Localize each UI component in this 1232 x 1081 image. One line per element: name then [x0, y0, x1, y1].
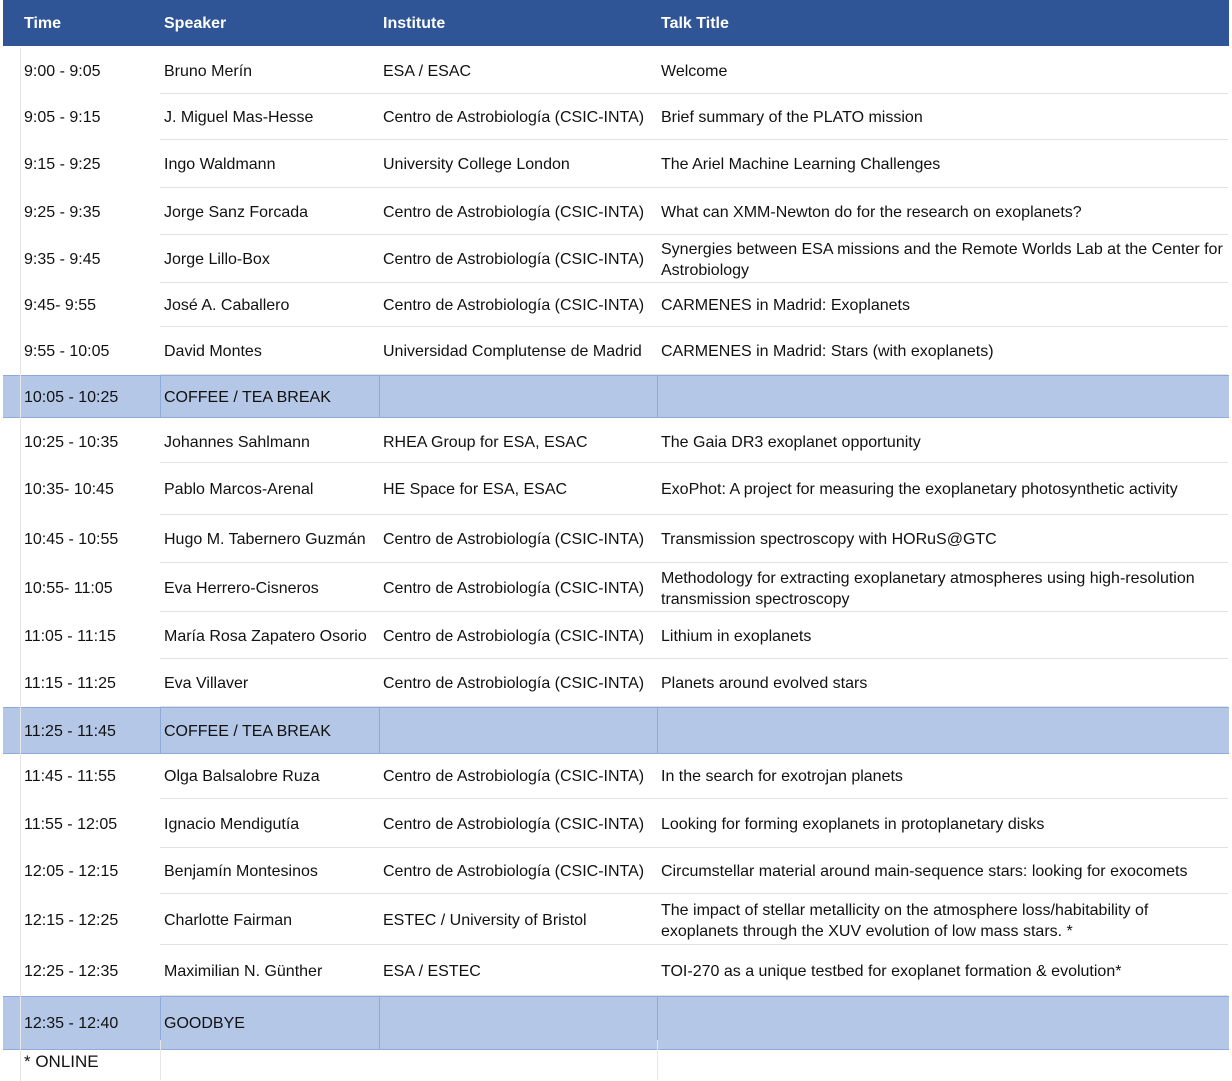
- institute-cell: Centro de Astrobiología (CSIC-INTA): [383, 297, 645, 314]
- title-cell: CARMENES in Madrid: Exoplanets: [661, 297, 910, 314]
- table-row: [0, 894, 1232, 945]
- institute-cell: ESA / ESTEC: [383, 962, 481, 980]
- title-cell: In the search for exotrojan planets: [661, 768, 903, 785]
- title-cell: TOI-270 as a unique testbed for exoplanet formation & evolution*: [661, 962, 1122, 980]
- speaker-cell: David Montes: [164, 343, 262, 360]
- table-row: [0, 799, 1232, 848]
- institute-cell: Centro de Astrobiología (CSIC-INTA): [383, 863, 645, 880]
- speaker-cell: Olga Balsalobre Ruza: [164, 768, 320, 785]
- title-cell: Transmission spectroscopy with HORuS@GTC: [661, 531, 997, 548]
- header-speaker: Speaker: [164, 15, 227, 32]
- table-row: [0, 283, 1232, 327]
- title-cell: Synergies between ESA missions and the Remote Worlds Lab at the Center for Astrobiology: [661, 241, 1223, 279]
- institute-cell: Centro de Astrobiología (CSIC-INTA): [383, 815, 645, 833]
- table-row: [0, 421, 1232, 463]
- title-cell: The Gaia DR3 exoplanet opportunity: [661, 434, 921, 451]
- speaker-cell: Johannes Sahlmann: [164, 434, 310, 451]
- time-cell: 9:45- 9:55: [24, 297, 97, 314]
- institute-cell: RHEA Group for ESA, ESAC: [383, 434, 588, 451]
- table-row: [0, 235, 1232, 283]
- institute-cell: Centro de Astrobiología (CSIC-INTA): [383, 531, 645, 548]
- time-cell: 11:55 - 12:05: [24, 815, 118, 833]
- title-cell: Lithium in exoplanets: [661, 627, 812, 645]
- time-cell: 9:05 - 9:15: [24, 109, 101, 126]
- speaker-cell: Pablo Marcos-Arenal: [164, 481, 314, 498]
- table-row: [0, 94, 1232, 140]
- table-row: [0, 463, 1232, 515]
- institute-cell: ESA / ESAC: [383, 63, 472, 80]
- speaker-cell: María Rosa Zapatero Osorio: [164, 627, 367, 645]
- title-cell: ExoPhot: A project for measuring the exoplanetary photosynthetic activity: [661, 481, 1178, 498]
- speaker-cell: Eva Herrero-Cisneros: [164, 579, 319, 597]
- institute-cell: HE Space for ESA, ESAC: [383, 481, 568, 498]
- institute-cell: Centro de Astrobiología (CSIC-INTA): [383, 627, 645, 645]
- title-cell: Brief summary of the PLATO mission: [661, 109, 923, 126]
- speaker-cell: Jorge Sanz Forcada: [164, 203, 309, 221]
- time-cell: 10:35- 10:45: [24, 481, 114, 498]
- table-row: [0, 327, 1232, 375]
- time-cell: 11:25 - 11:45: [24, 722, 116, 740]
- institute-cell: ESTEC / University of Bristol: [383, 911, 587, 929]
- header-institute: Institute: [383, 15, 446, 32]
- institute-cell: Centro de Astrobiología (CSIC-INTA): [383, 109, 645, 126]
- break-row: [3, 375, 1229, 418]
- institute-cell: Universidad Complutense de Madrid: [383, 343, 642, 360]
- table-row: [0, 188, 1232, 235]
- title-cell: Looking for forming exoplanets in protoplanetary disks: [661, 815, 1045, 833]
- time-cell: 10:45 - 10:55: [24, 531, 119, 548]
- title-cell: Welcome: [661, 63, 728, 80]
- speaker-cell: J. Miguel Mas-Hesse: [164, 109, 314, 126]
- table-row: [0, 753, 1232, 799]
- title-cell: What can XMM-Newton do for the research on exoplanets?: [661, 203, 1082, 221]
- speaker-cell: Ingo Waldmann: [164, 156, 276, 173]
- time-cell: 10:05 - 10:25: [24, 388, 119, 406]
- break-row: [3, 707, 1229, 754]
- title-cell: Planets around evolved stars: [661, 675, 868, 692]
- time-cell: 9:25 - 9:35: [24, 203, 101, 221]
- table-row: [0, 659, 1232, 707]
- title-cell: Circumstellar material around main-sequence stars: looking for exocomets: [661, 863, 1188, 880]
- table-row: [0, 48, 1232, 94]
- institute-cell: Centro de Astrobiología (CSIC-INTA): [383, 203, 645, 221]
- time-cell: 12:15 - 12:25: [24, 911, 119, 929]
- time-cell: 11:15 - 11:25: [24, 675, 116, 692]
- table-row: [0, 515, 1232, 563]
- time-cell: 12:35 - 12:40: [24, 1015, 119, 1032]
- speaker-cell: COFFEE / TEA BREAK: [164, 722, 331, 740]
- table-row: [0, 140, 1232, 188]
- header-row: [3, 0, 1229, 46]
- speaker-cell: Maximilian N. Günther: [164, 962, 323, 980]
- footnote: * ONLINE: [24, 1052, 99, 1071]
- time-cell: 9:55 - 10:05: [24, 343, 110, 360]
- title-cell: Methodology for extracting exoplanetary atmospheres using high-resolution transmission spectroscopy: [661, 569, 1195, 608]
- institute-cell: University College London: [383, 156, 570, 173]
- speaker-cell: COFFEE / TEA BREAK: [164, 388, 331, 406]
- speaker-cell: Hugo M. Tabernero Guzmán: [164, 531, 366, 548]
- time-cell: 12:25 - 12:35: [24, 962, 119, 980]
- institute-cell: Centro de Astrobiología (CSIC-INTA): [383, 579, 645, 597]
- speaker-cell: Jorge Lillo-Box: [164, 251, 270, 268]
- table-row: [0, 612, 1232, 659]
- institute-cell: Centro de Astrobiología (CSIC-INTA): [383, 768, 645, 785]
- institute-cell: Centro de Astrobiología (CSIC-INTA): [383, 675, 645, 692]
- speaker-cell: GOODBYE: [164, 1015, 245, 1032]
- time-cell: 11:45 - 11:55: [24, 768, 116, 785]
- time-cell: 9:35 - 9:45: [24, 251, 101, 268]
- institute-cell: Centro de Astrobiología (CSIC-INTA): [383, 251, 645, 268]
- title-cell: CARMENES in Madrid: Stars (with exoplanets): [661, 343, 994, 360]
- time-cell: 10:25 - 10:35: [24, 434, 119, 451]
- time-cell: 10:55- 11:05: [24, 579, 113, 597]
- title-cell: The Ariel Machine Learning Challenges: [661, 156, 941, 173]
- table-row: [0, 945, 1232, 996]
- table-row: [0, 848, 1232, 894]
- time-cell: 12:05 - 12:15: [24, 863, 119, 880]
- speaker-cell: Bruno Merín: [164, 63, 253, 80]
- time-cell: 9:00 - 9:05: [24, 63, 101, 80]
- break-row: [3, 996, 1229, 1050]
- speaker-cell: Ignacio Mendigutía: [164, 815, 300, 833]
- speaker-cell: Eva Villaver: [164, 675, 249, 692]
- time-cell: 9:15 - 9:25: [24, 156, 101, 173]
- speaker-cell: José A. Caballero: [164, 297, 290, 314]
- title-cell: The impact of stellar metallicity on the atmosphere loss/habitability of exoplanets through the XUV evolution of low mass stars. *: [661, 901, 1149, 940]
- speaker-cell: Charlotte Fairman: [164, 911, 293, 929]
- speaker-cell: Benjamín Montesinos: [164, 863, 318, 880]
- table-row: [0, 563, 1232, 612]
- time-cell: 11:05 - 11:15: [24, 627, 116, 645]
- header-talk-title: Talk Title: [661, 15, 729, 32]
- header-time: Time: [24, 15, 62, 32]
